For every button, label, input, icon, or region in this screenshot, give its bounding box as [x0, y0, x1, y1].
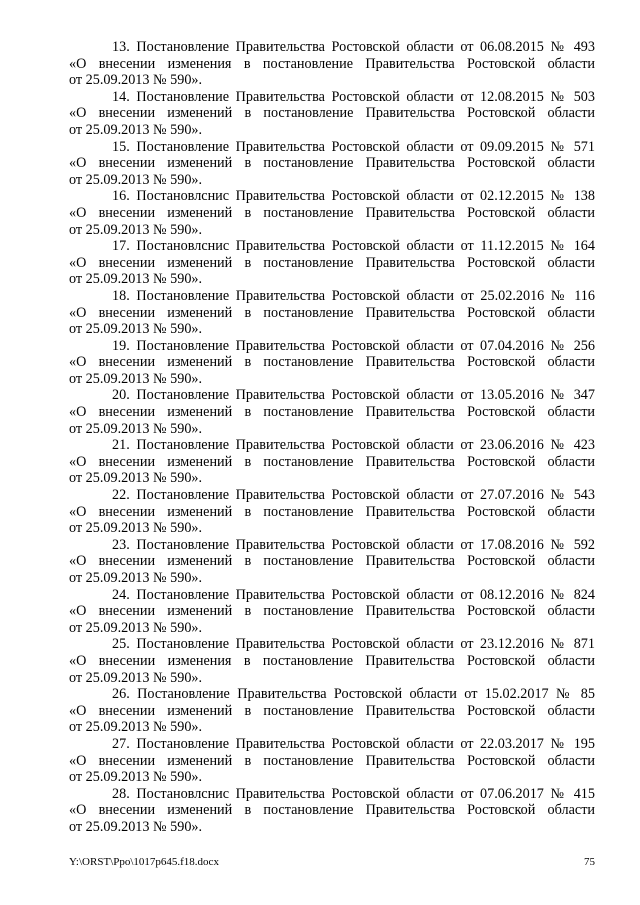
list-item [69, 587, 595, 637]
entry-heading: 23. Постановление Правительства Ростовской области от 17.08.2016 № 592 [112, 536, 595, 553]
entry-reference: от 25.09.2013 № 590». [69, 420, 203, 437]
entry-title: «О внесении изменений в постановление Правительства Ростовской области [69, 702, 595, 719]
entry-heading: 15. Постановление Правительства Ростовской области от 09.09.2015 № 571 [112, 138, 595, 155]
entry-title: «О внесении изменений в постановление Правительства Ростовской области [69, 503, 595, 520]
list-item [69, 786, 595, 836]
entry-heading: 13. Постановление Правительства Ростовской области от 06.08.2015 № 493 [112, 39, 595, 55]
page-number: 75 [584, 856, 595, 868]
entry-title: «О внесении изменений в постановление Правительства Ростовской области [69, 453, 595, 470]
entry-reference: от 25.09.2013 № 590». [69, 72, 203, 89]
list-item [69, 437, 595, 487]
list-item [69, 387, 595, 437]
entry-reference: от 25.09.2013 № 590». [69, 719, 203, 736]
file-path: Y:\ORST\Ppo\1017p645.f18.docx [69, 856, 219, 868]
entry-heading: 18. Постановление Правительства Ростовской области от 25.02.2016 № 116 [112, 287, 595, 304]
entry-reference: от 25.09.2013 № 590». [69, 470, 203, 487]
entry-reference: от 25.09.2013 № 590». [69, 221, 203, 238]
entry-reference: от 25.09.2013 № 590». [69, 769, 203, 786]
list-item [69, 338, 595, 388]
entry-title: «О внесении изменений в постановление Правительства Ростовской области [69, 354, 595, 371]
entry-heading: 22. Постановление Правительства Ростовской области от 27.07.2016 № 543 [112, 487, 595, 504]
entry-reference: от 25.09.2013 № 590». [69, 370, 203, 387]
entry-title: «О внесении изменений в постановление Правительства Ростовской области [69, 105, 595, 122]
entry-heading: 25. Постановление Правительства Ростовской области от 23.12.2016 № 871 [112, 636, 595, 653]
entry-heading: 28. Постановлснис Правительства Ростовской области от 07.06.2017 № 415 [112, 785, 595, 802]
document-body [69, 39, 595, 836]
entry-title: «О внесении изменений в постановление Правительства Ростовской области [69, 155, 595, 172]
entry-heading: 20. Постановление Правительства Ростовской области от 13.05.2016 № 347 [112, 387, 595, 404]
list-item [69, 39, 595, 89]
entry-reference: от 25.09.2013 № 590». [69, 121, 203, 138]
list-item [69, 736, 595, 786]
entry-reference: от 25.09.2013 № 590». [69, 570, 203, 586]
entry-heading: 19. Постановление Правительства Ростовской области от 07.04.2016 № 256 [112, 337, 595, 354]
entry-reference: от 25.09.2013 № 590». [69, 619, 203, 636]
entry-heading: 26. Постановление Правительства Ростовской области от 15.02.2017 № 85 [112, 686, 595, 703]
entry-reference: от 25.09.2013 № 590». [69, 321, 203, 338]
entry-heading: 21. Постановление Правительства Ростовской области от 23.06.2016 № 423 [112, 437, 595, 454]
entry-reference: от 25.09.2013 № 590». [69, 271, 203, 288]
entry-reference: от 25.09.2013 № 590». [69, 520, 203, 537]
entry-heading: 14. Постановление Правительства Ростовской области от 12.08.2015 № 503 [112, 88, 595, 105]
entry-title: «О внесении изменений в постановление Правительства Ростовской области [69, 254, 595, 271]
entry-title: «О внесении изменений в постановление Правительства Ростовской области [69, 404, 595, 421]
list-item [69, 487, 595, 537]
entry-title: «О внесении изменений в постановление Правительства Ростовской области [69, 553, 595, 570]
entry-heading: 27. Постановление Правительства Ростовской области от 22.03.2017 № 195 [112, 735, 595, 752]
entry-heading: 24. Постановление Правительства Ростовской области от 08.12.2016 № 824 [112, 586, 595, 603]
entry-heading: 17. Постановлснис Правительства Ростовской области от 11.12.2015 № 164 [112, 238, 595, 255]
entry-reference: от 25.09.2013 № 590». [69, 669, 203, 686]
entry-title: «О внесении изменений в постановление Правительства Ростовской области [69, 603, 595, 620]
list-item [69, 636, 595, 686]
entry-reference: от 25.09.2013 № 590». [69, 171, 203, 188]
entry-title: «О внесении изменений в постановление Правительства Ростовской области [69, 752, 595, 769]
entry-title: «О внесении изменения в постановление Правительства Ростовской области [69, 652, 595, 669]
list-item [69, 288, 595, 338]
entry-reference: от 25.09.2013 № 590». [69, 818, 203, 835]
list-item [69, 238, 595, 288]
list-item [69, 686, 595, 736]
entry-title: «О внесении изменений в постановление Правительства Ростовской области [69, 802, 595, 819]
list-item [69, 139, 595, 189]
entry-title: «О внесении изменения в постановление Правительства Ростовской области [69, 55, 595, 72]
list-item [69, 89, 595, 139]
entry-heading: 16. Постановлснис Правительства Ростовской области от 02.12.2015 № 138 [112, 188, 595, 205]
list-item [69, 537, 595, 587]
entry-title: «О внесении изменений в постановление Правительства Ростовской области [69, 204, 595, 221]
entry-title: «О внесении изменений в постановление Правительства Ростовской области [69, 304, 595, 321]
list-item [69, 188, 595, 238]
